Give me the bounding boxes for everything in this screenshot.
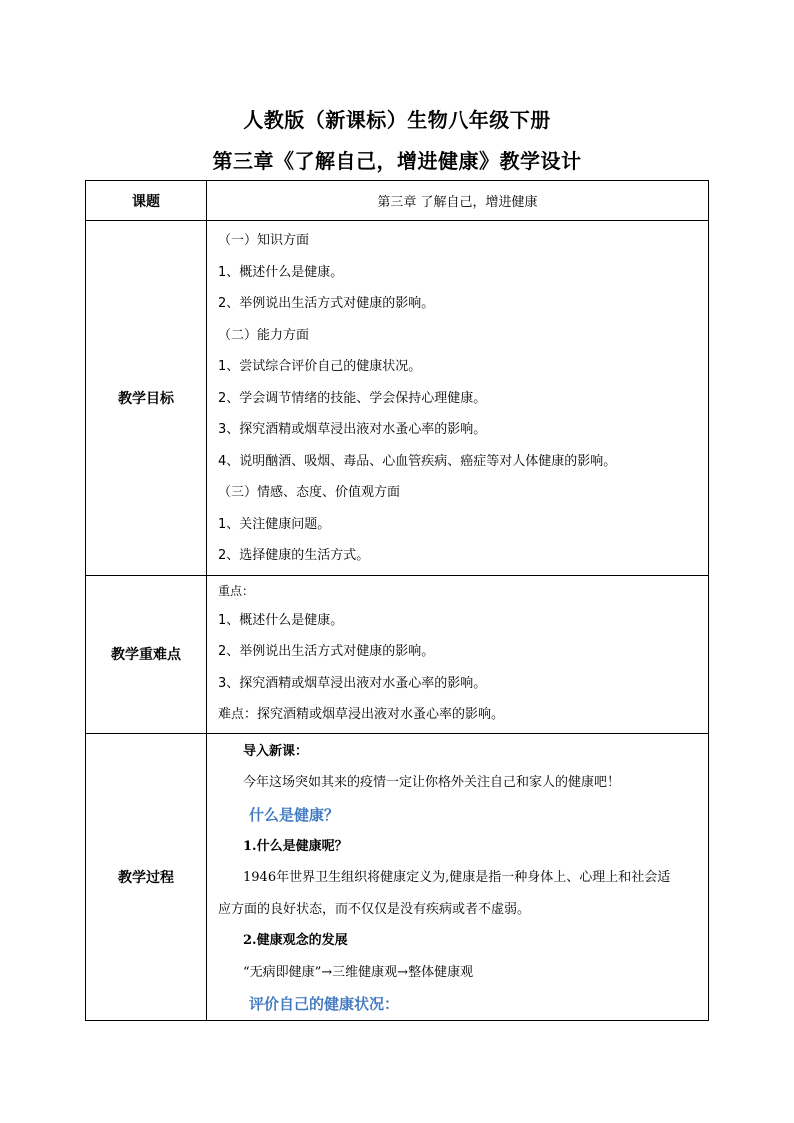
objectives-label: 教学目标	[86, 221, 207, 576]
question-2: 2.健康观念的发展	[243, 933, 348, 949]
lesson-plan-table	[85, 180, 709, 1021]
key-points-line: 重点：	[218, 583, 255, 598]
objectives-line: （一）知识方面	[218, 233, 310, 248]
key-points-line: 3、探究酒精或烟草浸出液对水蚤心率的影响。	[218, 675, 487, 691]
objectives-line: 2、举例说出生活方式对健康的影响。	[218, 296, 435, 311]
process-label: 教学过程	[86, 733, 207, 1021]
objectives-line: 1、尝试综合评价自己的健康状况。	[218, 359, 422, 374]
question-1: 1.什么是健康呢？	[243, 838, 348, 854]
topic-label: 课题	[86, 181, 207, 221]
objectives-line: 3、探究酒精或烟草浸出液对水蚤心率的影响。	[218, 422, 487, 437]
objectives-content	[207, 221, 709, 576]
key-points-row	[86, 575, 709, 733]
objectives-line: 1、关注健康问题。	[218, 516, 331, 532]
key-points-label: 教学重难点	[86, 575, 207, 733]
section-heading-self-evaluation: 评价自己的健康状况：	[249, 995, 400, 1014]
process-content	[207, 733, 709, 1021]
objectives-line: （三）情感、态度、价值观方面	[218, 485, 401, 500]
objectives-line: 4、说明酗酒、吸烟、毒品、心血管疾病、癌症等对人体健康的影响。	[218, 453, 617, 469]
objectives-line: 2、学会调节情绪的技能、学会保持心理健康。	[218, 390, 487, 406]
key-points-line: 1、概述什么是健康。	[218, 612, 344, 628]
section-heading-what-is-health: 什么是健康？	[249, 805, 340, 824]
who-definition-line-2: 应方面的良好状态，而不仅仅是没有疾病或者不虚弱。	[218, 901, 531, 917]
key-points-content	[207, 575, 709, 733]
intro-text: 今年这场突如其来的疫情一定让你格外关注自己和家人的健康吧！	[243, 775, 621, 791]
key-points-line: 难点：探究酒精或烟草浸出液对水蚤心率的影响。	[218, 707, 505, 723]
objectives-line: 1、概述什么是健康。	[218, 264, 344, 280]
document-subtitle: 第三章《了解自己，增进健康》教学设计	[212, 149, 582, 173]
objectives-row	[86, 221, 709, 576]
who-definition-line-1: 1946年世界卫生组织将健康定义为,健康是指一种身体上、心理上和社会适	[243, 870, 671, 886]
key-points-line: 2、举例说出生活方式对健康的影响。	[218, 644, 435, 660]
topic-row	[86, 181, 709, 221]
document-title: 人教版（新课标）生物八年级下册	[243, 108, 551, 132]
objectives-line: 2、选择健康的生活方式。	[218, 548, 370, 563]
concept-development: “无病即健康”→三维健康观→整体健康观	[243, 964, 474, 980]
intro-heading: 导入新课：	[243, 743, 309, 759]
process-row	[86, 733, 709, 1021]
objectives-line: （二）能力方面	[218, 327, 310, 343]
topic-value: 第三章 了解自己，增进健康	[207, 181, 709, 221]
